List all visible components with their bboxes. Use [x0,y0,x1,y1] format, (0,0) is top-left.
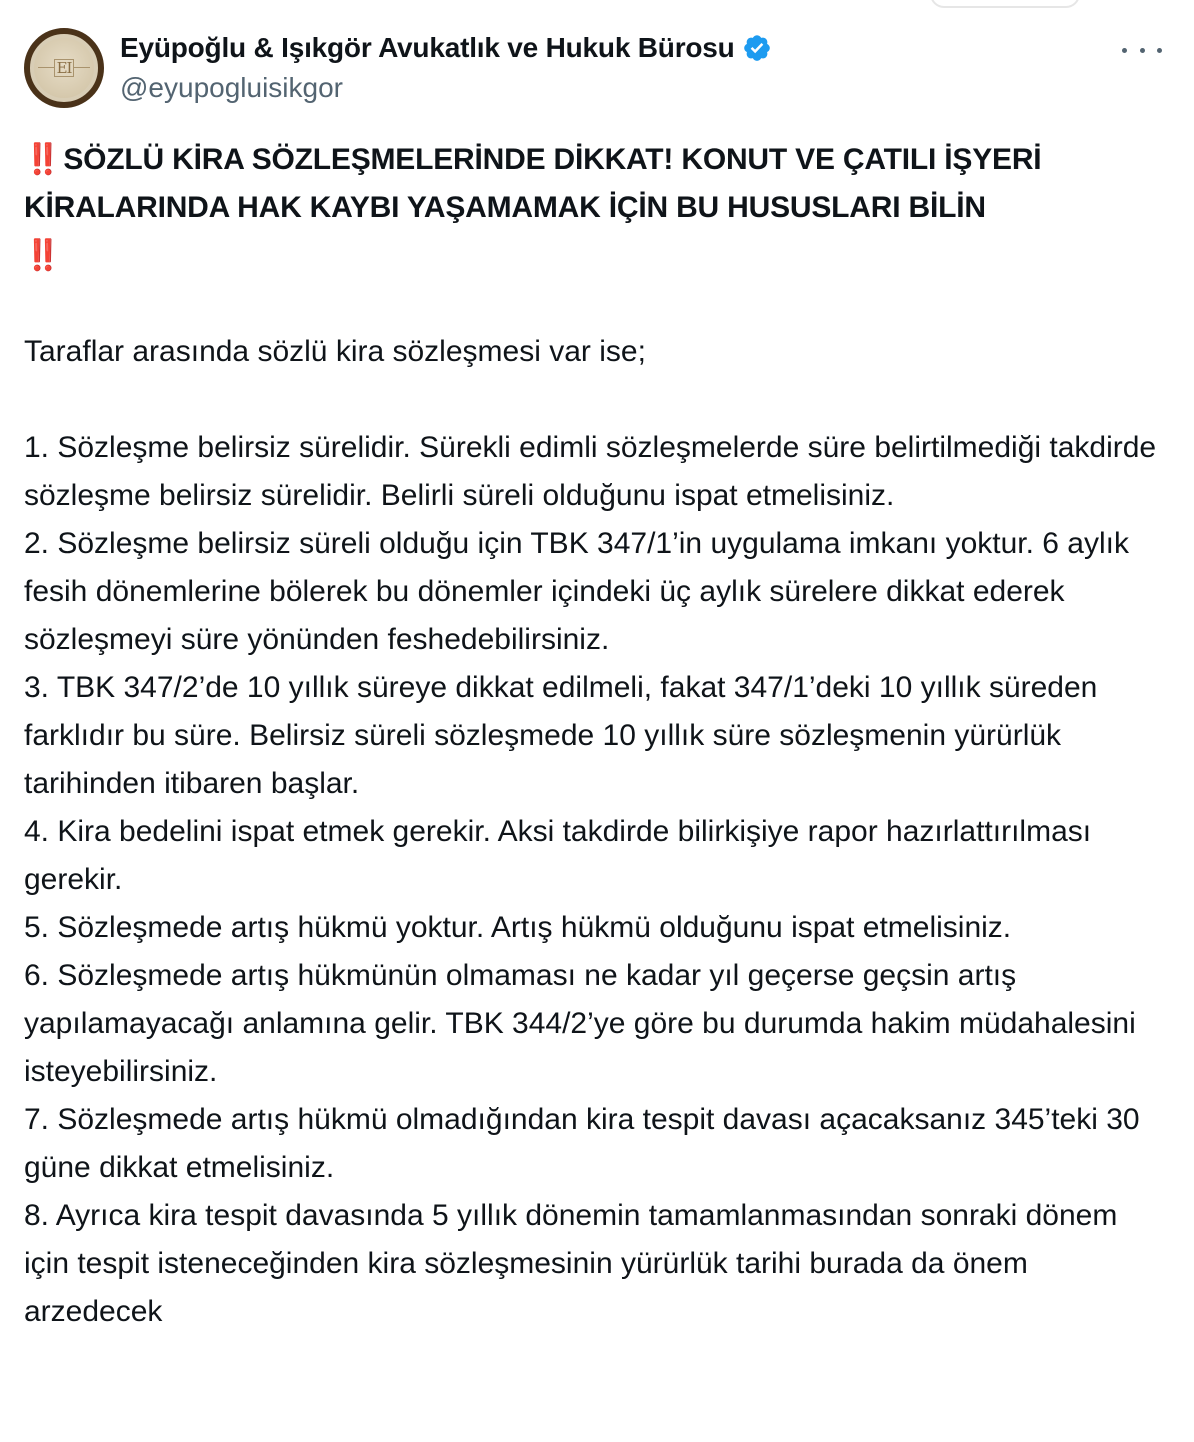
double-exclamation-emoji-icon: ‼️ [24,239,60,272]
list-item: 8. Ayrıca kira tespit davasında 5 yıllık dönemin tamamlanmasından sonraki dönem için tespit isteneceğinden kira sözleşmesinin yürürlük tarihi burada da önem arzedecek [24,1199,1118,1328]
post-header [24,28,1170,112]
author-display-name[interactable]: Eyüpoğlu & Işıkgör Avukatlık ve Hukuk Bürosu [120,32,735,63]
post-headline [24,136,1164,280]
verified-badge-icon [742,33,772,63]
avatar-logo [34,38,94,98]
more-horizontal-icon[interactable] [1122,38,1162,62]
post-intro: Taraflar arasında sözlü kira sözleşmesi var ise; [24,335,646,368]
list-item: 6. Sözleşmede artış hükmünün olmaması ne kadar yıl geçerse geçsin artış yapılamayacağı anlamına gelir. TBK 344/2’ye göre bu durumda hakim müdahalesini isteyebilirsiniz. [24,959,1136,1088]
double-exclamation-emoji-icon: ‼️ [24,143,60,176]
list-item: 7. Sözleşmede artış hükmü olmadığından kira tespit davası açacaksanız 345’teki 30 güne dikkat etmelisiniz. [24,1103,1140,1184]
author-name-row [120,30,772,66]
list-item: 2. Sözleşme belirsiz süreli olduğu için TBK 347/1’in uygulama imkanı yoktur. 6 aylık fesih dönemlerine bölerek bu dönemler içindeki üç aylık sürelere dikkat ederek sözleşmeyi süre yönünden feshedebilirsiniz. [24,527,1129,656]
post-body [24,136,1164,1336]
list-item: 4. Kira bedelini ispat etmek gerekir. Aksi takdirde bilirkişiye rapor hazırlattırılması gerekir. [24,815,1092,896]
list-item: 3. TBK 347/2’de 10 yıllık süreye dikkat edilmeli, fakat 347/1’deki 10 yıllık süreden farklıdır bu süre. Belirsiz süreli sözleşmede 10 yıllık süre sözleşmenin yürürlük tarihinden itibaren başlar. [24,671,1098,800]
top-pill-button[interactable] [930,0,1080,8]
avatar-monogram: EI [54,59,75,77]
post-list [24,424,1164,1336]
headline-text: SÖZLÜ KİRA SÖZLEŞMELERİNDE DİKKAT! KONUT VE ÇATILI İŞYERİ KİRALARINDA HAK KAYBI YAŞAMAMAK İÇİN BU HUSUSLARI BİLİN [24,143,1042,224]
author-handle[interactable]: @eyupogluisikgor [120,72,343,103]
avatar[interactable] [24,28,104,108]
list-item: 1. Sözleşme belirsiz sürelidir. Sürekli edimli sözleşmelerde süre belirtilmediği takdirde sözleşme belirsiz sürelidir. Belirli süreli olduğunu ispat etmelisiniz. [24,431,1157,512]
list-item: 5. Sözleşmede artış hükmü yoktur. Artış hükmü olduğunu ispat etmelisiniz. [24,911,1012,944]
